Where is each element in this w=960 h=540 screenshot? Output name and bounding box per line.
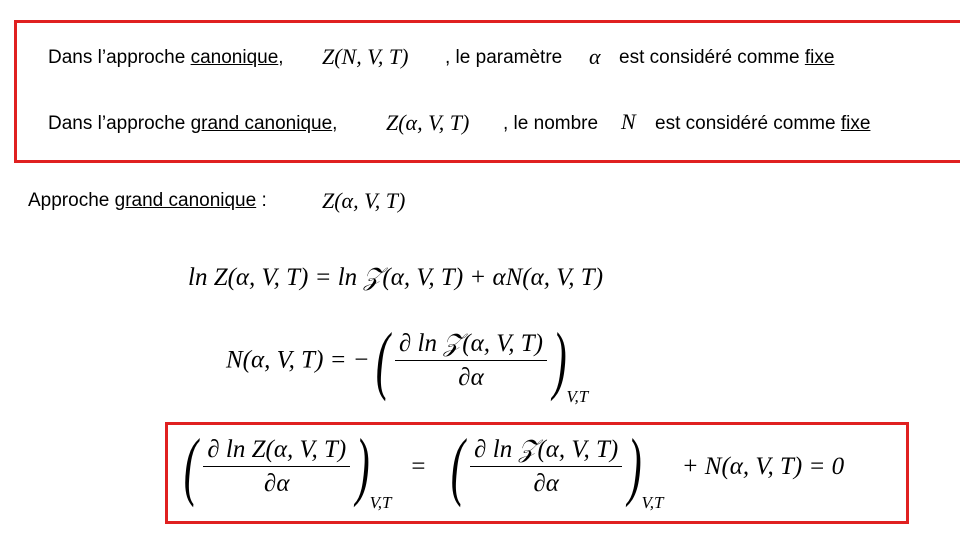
fraction-grand-derivative xyxy=(395,331,547,390)
approach-term: grand canonique xyxy=(114,190,257,211)
fraction-numerator: ∂ ln 𝒵(α, V, T) xyxy=(474,435,619,463)
n-symbol: N xyxy=(621,109,636,134)
right-paren: ) xyxy=(355,424,370,508)
statement-grand-canonical xyxy=(48,114,337,133)
statement-grand-middle: , le nombre xyxy=(503,113,599,134)
statement-grand-fixed: fixe xyxy=(840,113,871,134)
statement-canonical-prefix: Dans l’approche xyxy=(48,47,191,68)
statement-grand-term: grand canonique xyxy=(190,113,333,134)
equation-log-relation: ln Z(α, V, T) = ln 𝒵(α, V, T) + αN(α, V, T) xyxy=(188,264,604,291)
fraction-grand-derivative xyxy=(470,437,622,496)
definitions-frame xyxy=(14,20,960,163)
statement-canonical-suffix-text: est considéré comme xyxy=(619,47,805,68)
fraction-denominator: ∂α xyxy=(264,469,290,497)
equation-mean-number-lhs: N(α, V, T) = − xyxy=(226,346,370,374)
fraction-numerator: ∂ ln 𝒵(α, V, T) xyxy=(398,329,544,357)
approach-colon: : xyxy=(256,190,267,211)
statement-canonical-comma: , xyxy=(278,47,284,68)
approach-prefix: Approche xyxy=(28,190,115,211)
equation-result xyxy=(178,424,845,512)
subscript-vt: V,T xyxy=(369,492,392,512)
fraction-denominator: ∂α xyxy=(533,469,559,497)
approach-heading xyxy=(28,191,267,210)
equation-mean-number xyxy=(226,318,589,406)
equation-result-tail: + N(α, V, T) = 0 xyxy=(681,452,845,480)
subscript-vt: V,T xyxy=(641,492,664,512)
equals-sign: = xyxy=(409,452,427,480)
left-paren: ( xyxy=(375,318,390,402)
statement-canonical-suffix xyxy=(619,48,834,67)
statement-canonical xyxy=(48,48,284,67)
statement-canonical-middle: , le paramètre xyxy=(445,47,563,68)
statement-canonical-fixed: fixe xyxy=(804,47,835,68)
alpha-symbol: α xyxy=(589,44,601,69)
subscript-vt: V,T xyxy=(566,386,589,406)
statement-grand-prefix: Dans l’approche xyxy=(48,113,191,134)
left-paren: ( xyxy=(183,424,198,508)
statement-canonical-term: canonique xyxy=(190,47,279,68)
left-paren: ( xyxy=(450,424,465,508)
grand-partition-function: Z(α, V, T) xyxy=(386,110,470,135)
statement-grand-comma: , xyxy=(332,113,338,134)
fraction-denominator: ∂α xyxy=(458,363,484,391)
fraction-canonical-derivative xyxy=(203,437,350,496)
approach-partition-function: Z(α, V, T) xyxy=(322,188,406,213)
statement-grand-suffix-text: est considéré comme xyxy=(655,113,841,134)
right-paren: ) xyxy=(552,318,567,402)
fraction-numerator: ∂ ln Z(α, V, T) xyxy=(207,435,347,463)
right-paren: ) xyxy=(627,424,642,508)
statement-grand-suffix xyxy=(655,114,870,133)
canonical-partition-function: Z(N, V, T) xyxy=(322,44,409,69)
